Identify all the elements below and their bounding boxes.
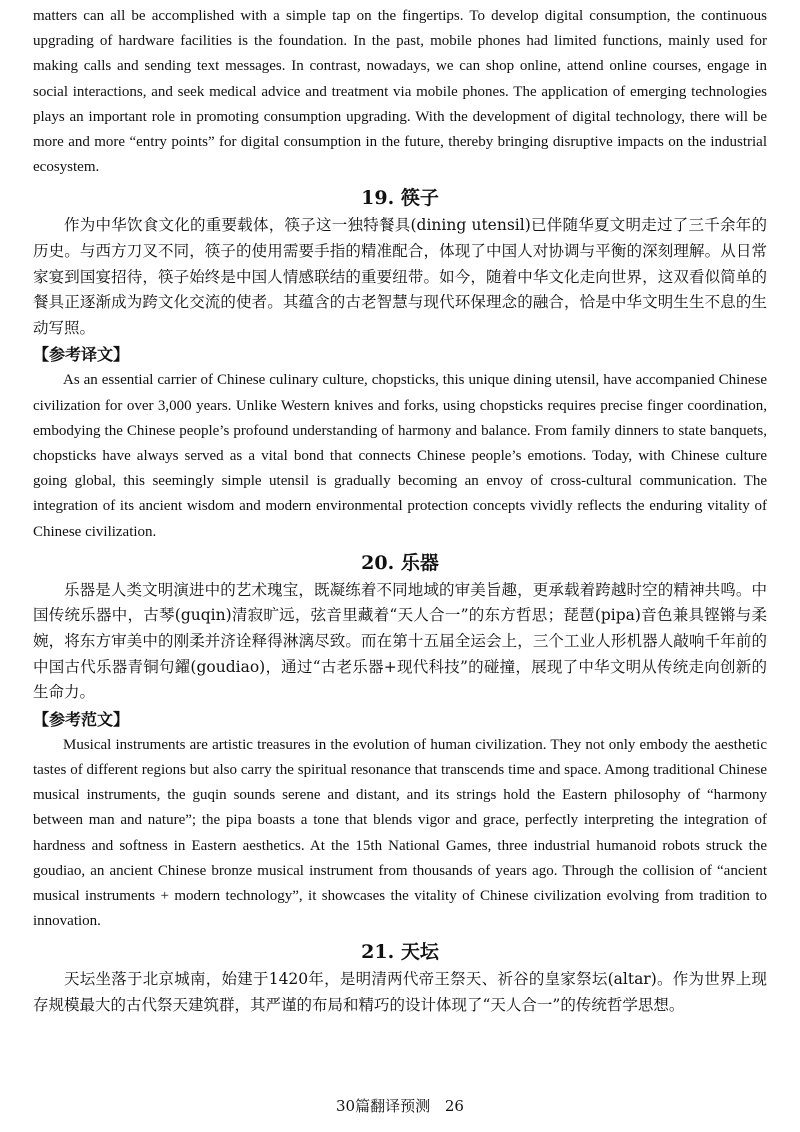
english-translation: As an essential carrier of Chinese culinary culture, chopsticks, this unique dining utensil, have accompanied Chinese civilization for over 3,000 years. Unlike Western knives and forks, using chopsticks requires precise finger coordination, embodying the Chinese people’s profound understanding of harmony and balance. From family dinners to state banquets, chopsticks have always served as a vital bond that connects Chinese people’s emotions. Today, with Chinese culture going global, this seemingly simple utensil is gradually becoming an envoy of cross-cultural communication. The integration of its ancient wisdom and modern environmental protection concepts vividly reflects the enduring vitality of Chinese civilization. (33, 372, 767, 540)
chinese-source-text: 作为中华饮食文化的重要载体，筷子这一独特餐具(dining utensil)已伴随华夏文明走过了三千余年的历史。与西方刀叉不同，筷子的使用需要手指的精准配合，体现了中国人对协调与平衡的深刻理解。从日常家宴到国宴招待，筷子始终是中国人情感联结的重要纽带。如今，随着中华文化走向世界，这双看似简单的餐具正逐渐成为跨文化交流的使者。其蕴含的古老智慧与现代环保理念的融合，恰是中华文明生生不息的生动写照。 (33, 216, 767, 337)
chinese-source-text: 天坛坐落于北京城南，始建于1420年，是明清两代帝王祭天、祈谷的皇家祭坛(altar)。作为世界上现存规模最大的古代祭天建筑群，其严谨的布局和精巧的设计体现了“天人合一”的传统哲学思想。 (33, 970, 767, 1014)
footer-title: 30篇翻译预测 (336, 1097, 431, 1115)
chinese-source-text: 乐器是人类文明演进中的艺术瑰宝，既凝练着不同地域的审美旨趣，更承载着跨越时空的精神共鸣。中国传统乐器中，古琴(guqin)清寂旷远，弦音里藏着“天人合一”的东方哲思；琵琶(pipa)音色兼具铿锵与柔婉，将东方审美中的刚柔并济诠释得淋漓尽致。而在第十五届全运会上，三个工业人形机器人敲响千年前的中国古代乐器青铜句鑃(goudiao)，通过“古老乐器+现代科技”的碰撞，展现了中华文明从传统走向创新的生命力。 (33, 580, 767, 702)
english-translation: Musical instruments are artistic treasures in the evolution of human civilization. They not only embody the aesthetic tastes of different regions but also carry the spiritual resonance that transcends time and space. Among traditional Chinese musical instruments, the guqin sounds serene and distant, and its strings hold the Eastern philosophy of “harmony between man and nature”; the pipa boasts a tone that blends vigor and grace, perfectly interpreting the integration of hardness and softness in Eastern aesthetics. At the 15th National Games, three industrial humanoid robots struck the goudiao, an ancient Chinese bronze musical instrument from thousands of years ago. Through the collision of “ancient musical instruments + modern technology”, it showcases the vitality of Chinese civilization evolving from tradition to innovation. (33, 736, 767, 930)
section-heading: 21. 天坛 (361, 941, 439, 964)
section-20-instruments (33, 548, 767, 935)
reference-translation-label: 【参考译文】 (33, 345, 130, 365)
section-heading: 19. 筷子 (361, 187, 439, 210)
section-21-temple-of-heaven (33, 937, 767, 1018)
continuation-paragraph: matters can all be accomplished with a simple tap on the fingertips. To develop digital consumption, the continuous upgrading of hardware facilities is the foundation. In the past, mobile phones had limited functions, mainly used for making calls and sending text messages. In contrast, nowadays, we can shop online, attend online courses, engage in social interactions, and seek medical advice and treatment via mobile phones. The application of emerging technologies plays an important role in promoting consumption upgrading. With the development of digital technology, there will be more and more “entry points” for digital consumption in the future, thereby bringing disruptive impacts on the industrial ecosystem. (33, 8, 767, 176)
section-heading: 20. 乐器 (361, 551, 439, 574)
section-19-chopsticks (33, 183, 767, 544)
reference-sample-label: 【参考范文】 (33, 709, 130, 729)
page-number: 26 (444, 1097, 464, 1115)
page-footer (0, 1095, 800, 1116)
document-page (33, 4, 767, 1019)
